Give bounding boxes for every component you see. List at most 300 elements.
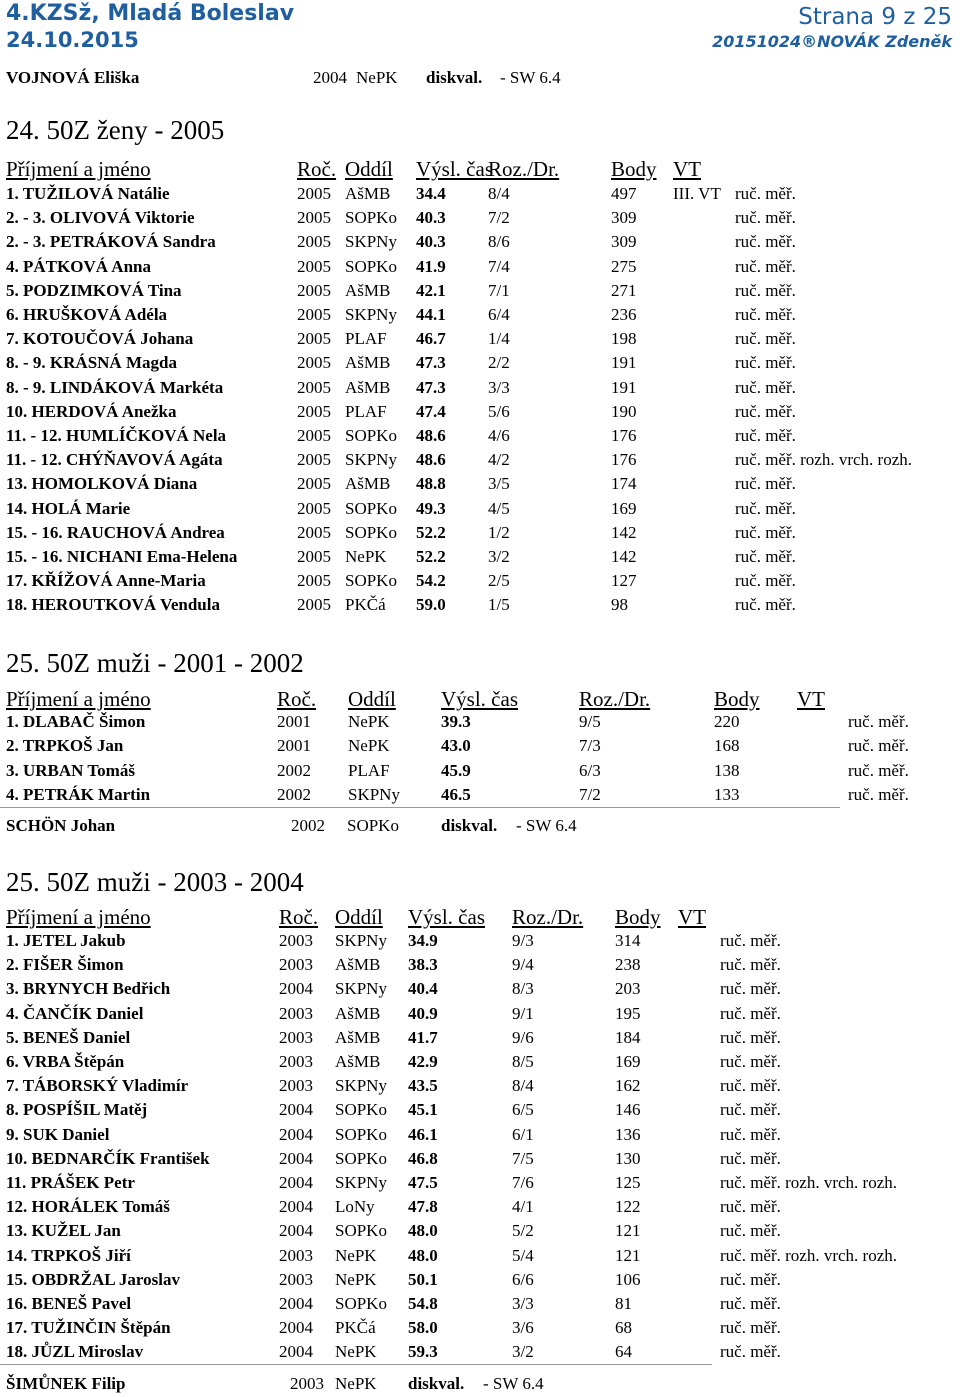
club: AšMB	[345, 378, 391, 397]
event-date: 24.10.2015	[6, 28, 139, 52]
timing-remark: ruč. měř.	[735, 402, 796, 421]
rank: 10.	[6, 402, 28, 421]
heat-lane: 7/3	[579, 736, 601, 755]
club: SKPNy	[345, 305, 397, 324]
points: 236	[611, 305, 637, 324]
dq-status: diskval.	[426, 68, 483, 87]
result-time: 46.1	[408, 1125, 438, 1144]
athlete-name: HEROUTKOVÁ Vendula	[31, 595, 220, 614]
rank: 3.	[6, 979, 19, 998]
athlete-name: BEDNARČÍK František	[31, 1149, 210, 1168]
club: SOPKo	[345, 257, 397, 276]
athlete	[6, 712, 145, 732]
points: 125	[615, 1173, 641, 1192]
club: SKPNy	[345, 450, 397, 469]
athlete-name: KOTOUČOVÁ Johana	[23, 329, 194, 348]
timing-remark: ruč. měř.	[720, 955, 781, 974]
birth-year: 2003	[279, 1028, 313, 1047]
club: PLAF	[345, 329, 387, 348]
column-header: Oddíl	[335, 905, 383, 929]
athlete	[6, 761, 135, 781]
points: 106	[615, 1270, 641, 1289]
result-time: 40.3	[416, 208, 446, 227]
club: NePK	[335, 1246, 377, 1265]
athlete-name: KRÁSNÁ Magda	[49, 353, 177, 372]
column-header: Příjmení a jméno	[6, 157, 151, 181]
rank: 2. - 3.	[6, 232, 46, 251]
points: 168	[714, 736, 740, 755]
dq-rule: - SW 6.4	[483, 1374, 544, 1393]
column-header: Příjmení a jméno	[6, 687, 151, 711]
birth-year: 2003	[279, 931, 313, 950]
athlete-name: POSPÍŠIL Matěj	[23, 1100, 148, 1119]
column-header: VT	[673, 157, 701, 181]
result-time: 47.3	[416, 353, 446, 372]
points: 162	[615, 1076, 641, 1095]
birth-year: 2005	[297, 450, 331, 469]
club: NePK	[335, 1270, 377, 1289]
rank: 17.	[6, 571, 28, 590]
timing-remark: ruč. měř.	[735, 499, 796, 518]
rank: 7.	[6, 1076, 19, 1095]
rank: 11. - 12.	[6, 450, 62, 469]
column-header: Roč.	[279, 905, 319, 929]
timing-remark: ruč. měř. rozh. vrch. rozh.	[735, 450, 913, 469]
athlete-name: PRÁŠEK Petr	[30, 1173, 135, 1192]
timing-remark: ruč. měř.	[735, 305, 796, 324]
column-header: Body	[615, 905, 661, 929]
athlete-name: BRYNYCH Bedřich	[23, 979, 171, 998]
birth-year: 2004	[279, 1294, 313, 1313]
points: 275	[611, 257, 637, 276]
club: AšMB	[335, 955, 381, 974]
club: AšMB	[345, 353, 391, 372]
column-header: Roč.	[277, 687, 317, 711]
birth-year: 2005	[297, 595, 331, 614]
heat-lane: 5/2	[512, 1221, 534, 1240]
heat-lane: 7/6	[512, 1173, 534, 1192]
dq-name: SCHÖN Johan	[6, 816, 116, 835]
points: 203	[615, 979, 641, 998]
dq-name: VOJNOVÁ Eliška	[6, 68, 140, 87]
athlete-name: PETRÁK Martin	[23, 785, 151, 804]
result-time: 48.6	[416, 450, 446, 469]
result-time: 40.3	[416, 232, 446, 251]
athlete	[6, 595, 220, 615]
club: SOPKo	[335, 1149, 387, 1168]
heat-lane: 4/1	[512, 1197, 534, 1216]
result-time: 46.7	[416, 329, 446, 348]
athlete	[6, 1221, 121, 1241]
result-time: 58.0	[408, 1318, 438, 1337]
athlete	[6, 450, 223, 470]
heat-lane: 1/2	[488, 523, 510, 542]
result-time: 40.9	[408, 1004, 438, 1023]
timing-remark: ruč. měř.	[720, 1221, 781, 1240]
heat-lane: 3/2	[512, 1342, 534, 1361]
points: 142	[611, 523, 637, 542]
rank: 4.	[6, 257, 19, 276]
rank: 1.	[6, 712, 19, 731]
points: 191	[611, 378, 637, 397]
timing-remark: ruč. měř.	[735, 547, 796, 566]
timing-remark: ruč. měř.	[720, 979, 781, 998]
column-header: VT	[797, 687, 825, 711]
result-time: 45.9	[441, 761, 471, 780]
result-time: 54.8	[408, 1294, 438, 1313]
athlete-name: LINDÁKOVÁ Markéta	[49, 378, 224, 397]
club: PKČá	[345, 595, 386, 614]
points: 142	[611, 547, 637, 566]
heat-lane: 1/4	[488, 329, 510, 348]
birth-year: 2005	[297, 402, 331, 421]
rank: 8.	[6, 1100, 19, 1119]
club: SOPKo	[345, 499, 397, 518]
athlete	[6, 474, 197, 494]
athlete	[6, 523, 225, 543]
athlete-name: URBAN Tomáš	[23, 761, 135, 780]
club: SKPNy	[335, 931, 387, 950]
result-time: 47.4	[416, 402, 446, 421]
rank: 16.	[6, 1294, 28, 1313]
points: 146	[615, 1100, 641, 1119]
athlete	[6, 955, 124, 975]
club: SOPKo	[335, 1125, 387, 1144]
athlete	[6, 1246, 131, 1266]
rank: 15. - 16.	[6, 523, 63, 542]
timing-remark: ruč. měř.	[720, 1004, 781, 1023]
birth-year: 2005	[297, 474, 331, 493]
athlete-name: JETEL Jakub	[23, 931, 126, 950]
column-header: Příjmení a jméno	[6, 905, 151, 929]
club: NePK	[348, 712, 390, 731]
athlete	[6, 1342, 143, 1362]
club: NePK	[345, 547, 387, 566]
timing-remark: ruč. měř.	[848, 761, 909, 780]
dq-year: 2004	[313, 68, 347, 87]
result-time: 45.1	[408, 1100, 438, 1119]
section-title: 25. 50Z muži - 2003 - 2004	[6, 867, 304, 897]
rank: 15. - 16.	[6, 547, 63, 566]
athlete-name: PÁTKOVÁ Anna	[23, 257, 151, 276]
heat-lane: 8/3	[512, 979, 534, 998]
dq-club: SOPKo	[347, 816, 399, 835]
heat-lane: 7/5	[512, 1149, 534, 1168]
rank: 8. - 9.	[6, 353, 46, 372]
rank: 11. - 12.	[6, 426, 62, 445]
dq-status: diskval.	[408, 1374, 465, 1393]
dq-rule: - SW 6.4	[516, 816, 577, 835]
rank: 8. - 9.	[6, 378, 46, 397]
print-stamp: 20151024®NOVÁK Zdeněk	[712, 32, 952, 51]
club: AšMB	[345, 281, 391, 300]
timing-remark: ruč. měř.	[720, 1052, 781, 1071]
heat-lane: 4/5	[488, 499, 510, 518]
club: SKPNy	[348, 785, 400, 804]
result-time: 46.5	[441, 785, 471, 804]
result-time: 43.5	[408, 1076, 438, 1095]
timing-remark: ruč. měř.	[735, 329, 796, 348]
result-time: 47.8	[408, 1197, 438, 1216]
athlete	[6, 1197, 170, 1217]
rank: 7.	[6, 329, 19, 348]
timing-remark: ruč. měř.	[720, 1270, 781, 1289]
timing-remark: ruč. měř.	[720, 1197, 781, 1216]
club: LoNy	[335, 1197, 375, 1216]
heat-lane: 3/3	[512, 1294, 534, 1313]
athlete	[6, 1149, 210, 1169]
athlete-name: RAUCHOVÁ Andrea	[66, 523, 225, 542]
heat-lane: 9/3	[512, 931, 534, 950]
result-time: 52.2	[416, 547, 446, 566]
club: SOPKo	[345, 523, 397, 542]
result-time: 42.1	[416, 281, 446, 300]
rank: 11.	[6, 1173, 27, 1192]
rank: 6.	[6, 1052, 19, 1071]
rank: 5.	[6, 1028, 19, 1047]
heat-lane: 9/4	[512, 955, 534, 974]
heat-lane: 7/2	[579, 785, 601, 804]
timing-remark: ruč. měř.	[720, 1125, 781, 1144]
rank: 4.	[6, 1004, 19, 1023]
points: 195	[615, 1004, 641, 1023]
athlete-name: KŘÍŽOVÁ Anne-Maria	[31, 571, 206, 590]
rank: 2. - 3.	[6, 208, 46, 227]
heat-lane: 5/4	[512, 1246, 534, 1265]
athlete-name: DLABAČ Šimon	[23, 712, 146, 731]
club: NePK	[335, 1342, 377, 1361]
result-time: 48.0	[408, 1246, 438, 1265]
athlete-name: SUK Daniel	[23, 1125, 110, 1144]
result-time: 42.9	[408, 1052, 438, 1071]
athlete-name: TRPKOŠ Jan	[22, 736, 124, 755]
club: AšMB	[335, 1052, 381, 1071]
heat-lane: 6/6	[512, 1270, 534, 1289]
club: SOPKo	[335, 1221, 387, 1240]
heat-lane: 7/1	[488, 281, 510, 300]
club: SKPNy	[345, 232, 397, 251]
result-time: 47.5	[408, 1173, 438, 1192]
birth-year: 2004	[279, 1125, 313, 1144]
athlete	[6, 402, 176, 422]
athlete	[6, 547, 237, 567]
birth-year: 2005	[297, 571, 331, 590]
points: 169	[611, 499, 637, 518]
club: PKČá	[335, 1318, 376, 1337]
points: 191	[611, 353, 637, 372]
club: NePK	[348, 736, 390, 755]
timing-remark: ruč. měř.	[720, 1028, 781, 1047]
dq-year: 2002	[291, 816, 325, 835]
club: SOPKo	[345, 571, 397, 590]
result-time: 40.4	[408, 979, 438, 998]
rank: 9.	[6, 1125, 19, 1144]
athlete	[6, 184, 170, 204]
birth-year: 2004	[279, 1149, 313, 1168]
points: 121	[615, 1221, 641, 1240]
result-time: 54.2	[416, 571, 446, 590]
athlete-name: PETRÁKOVÁ Sandra	[49, 232, 216, 251]
heat-lane: 5/6	[488, 402, 510, 421]
athlete	[6, 378, 223, 398]
birth-year: 2005	[297, 329, 331, 348]
heat-lane: 9/6	[512, 1028, 534, 1047]
timing-remark: ruč. měř.	[735, 426, 796, 445]
points: 271	[611, 281, 637, 300]
rank: 13.	[6, 474, 28, 493]
athlete-name: FIŠER Šimon	[23, 955, 124, 974]
rank: 15.	[6, 1270, 28, 1289]
rank: 6.	[6, 305, 19, 324]
club: SOPKo	[345, 208, 397, 227]
timing-remark: ruč. měř.	[848, 712, 909, 731]
timing-remark: ruč. měř. rozh. vrch. rozh.	[720, 1173, 898, 1192]
heat-lane: 3/2	[488, 547, 510, 566]
club: AšMB	[335, 1028, 381, 1047]
points: 121	[615, 1246, 641, 1265]
birth-year: 2004	[279, 979, 313, 998]
points: 176	[611, 426, 637, 445]
birth-year: 2005	[297, 208, 331, 227]
athlete	[6, 305, 167, 325]
club: SKPNy	[335, 1173, 387, 1192]
points: 174	[611, 474, 637, 493]
athlete-name: TÁBORSKÝ Vladimír	[22, 1076, 189, 1095]
birth-year: 2004	[279, 1100, 313, 1119]
athlete-name: NICHANI Ema-Helena	[66, 547, 238, 566]
birth-year: 2002	[277, 785, 311, 804]
athlete	[6, 281, 182, 301]
result-time: 59.0	[416, 595, 446, 614]
rank: 2.	[6, 736, 19, 755]
performance-class: III. VT	[673, 184, 721, 203]
rank: 18.	[6, 1342, 28, 1361]
birth-year: 2004	[279, 1318, 313, 1337]
athlete-name: HERDOVÁ Anežka	[31, 402, 177, 421]
points: 497	[611, 184, 637, 203]
points: 220	[714, 712, 740, 731]
birth-year: 2005	[297, 232, 331, 251]
club: AšMB	[345, 184, 391, 203]
result-time: 41.9	[416, 257, 446, 276]
result-time: 46.8	[408, 1149, 438, 1168]
heat-lane: 4/2	[488, 450, 510, 469]
points: 98	[611, 595, 628, 614]
timing-remark: ruč. měř.	[720, 1149, 781, 1168]
timing-remark: ruč. měř.	[720, 1294, 781, 1313]
result-time: 49.3	[416, 499, 446, 518]
timing-remark: ruč. měř.	[735, 523, 796, 542]
athlete-name: KUŽEL Jan	[31, 1221, 121, 1240]
result-time: 34.9	[408, 931, 438, 950]
column-header: Roč.	[297, 157, 337, 181]
timing-remark: ruč. měř.	[720, 1076, 781, 1095]
result-time: 48.6	[416, 426, 446, 445]
timing-remark: ruč. měř.	[735, 184, 796, 203]
points: 169	[615, 1052, 641, 1071]
points: 309	[611, 232, 637, 251]
heat-lane: 8/4	[512, 1076, 534, 1095]
rank: 4.	[6, 785, 19, 804]
section-divider	[0, 1364, 712, 1365]
dq-year: 2003	[290, 1374, 324, 1393]
result-time: 38.3	[408, 955, 438, 974]
timing-remark: ruč. měř.	[735, 281, 796, 300]
rank: 18.	[6, 595, 28, 614]
points: 138	[714, 761, 740, 780]
athlete	[6, 736, 123, 756]
club: SOPKo	[345, 426, 397, 445]
athlete	[6, 426, 226, 446]
athlete-name: HORÁLEK Tomáš	[31, 1197, 170, 1216]
heat-lane: 3/5	[488, 474, 510, 493]
timing-remark: ruč. měř. rozh. vrch. rozh.	[720, 1246, 898, 1265]
heat-lane: 3/3	[488, 378, 510, 397]
column-header: Roz./Dr.	[512, 905, 584, 929]
athlete	[6, 329, 193, 349]
timing-remark: ruč. měř.	[735, 208, 796, 227]
rank: 17.	[6, 1318, 28, 1337]
athlete	[6, 1294, 131, 1314]
rank: 2.	[6, 955, 19, 974]
athlete	[6, 571, 206, 591]
birth-year: 2001	[277, 736, 311, 755]
heat-lane: 1/5	[488, 595, 510, 614]
section-title: 25. 50Z muži - 2001 - 2002	[6, 648, 304, 678]
timing-remark: ruč. měř.	[720, 1342, 781, 1361]
heat-lane: 9/5	[579, 712, 601, 731]
points: 130	[615, 1149, 641, 1168]
points: 136	[615, 1125, 641, 1144]
athlete	[6, 1028, 130, 1048]
athlete-name: PODZIMKOVÁ Tina	[23, 281, 182, 300]
rank: 1.	[6, 184, 19, 203]
athlete	[6, 257, 151, 277]
points: 122	[615, 1197, 641, 1216]
athlete	[6, 1125, 109, 1145]
athlete-name: TRPKOŠ Jiří	[31, 1246, 131, 1265]
timing-remark: ruč. měř.	[735, 474, 796, 493]
club: PLAF	[348, 761, 390, 780]
result-time: 48.8	[416, 474, 446, 493]
athlete-name: TUŽINČIN Štěpán	[31, 1318, 171, 1337]
points: 198	[611, 329, 637, 348]
athlete-name: HOMOLKOVÁ Diana	[31, 474, 198, 493]
birth-year: 2004	[279, 1221, 313, 1240]
result-time: 41.7	[408, 1028, 438, 1047]
birth-year: 2003	[279, 1270, 313, 1289]
column-header: Body	[611, 157, 657, 181]
timing-remark: ruč. měř.	[735, 595, 796, 614]
birth-year: 2004	[279, 1197, 313, 1216]
athlete-name: ČANČÍK Daniel	[23, 1004, 144, 1023]
section-title: 24. 50Z ženy - 2005	[6, 115, 225, 145]
heat-lane: 6/3	[579, 761, 601, 780]
birth-year: 2003	[279, 1246, 313, 1265]
birth-year: 2005	[297, 523, 331, 542]
heat-lane: 4/6	[488, 426, 510, 445]
column-header: Výsl. čas	[441, 687, 518, 711]
timing-remark: ruč. měř.	[735, 232, 796, 251]
result-time: 34.4	[416, 184, 446, 203]
timing-remark: ruč. měř.	[735, 353, 796, 372]
dq-club: NePK	[356, 68, 398, 87]
athlete-name: HUMLÍČKOVÁ Nela	[65, 426, 227, 445]
heat-lane: 3/6	[512, 1318, 534, 1337]
points: 127	[611, 571, 637, 590]
points: 81	[615, 1294, 632, 1313]
dq-name: ŠIMŮNEK Filip	[6, 1374, 126, 1393]
